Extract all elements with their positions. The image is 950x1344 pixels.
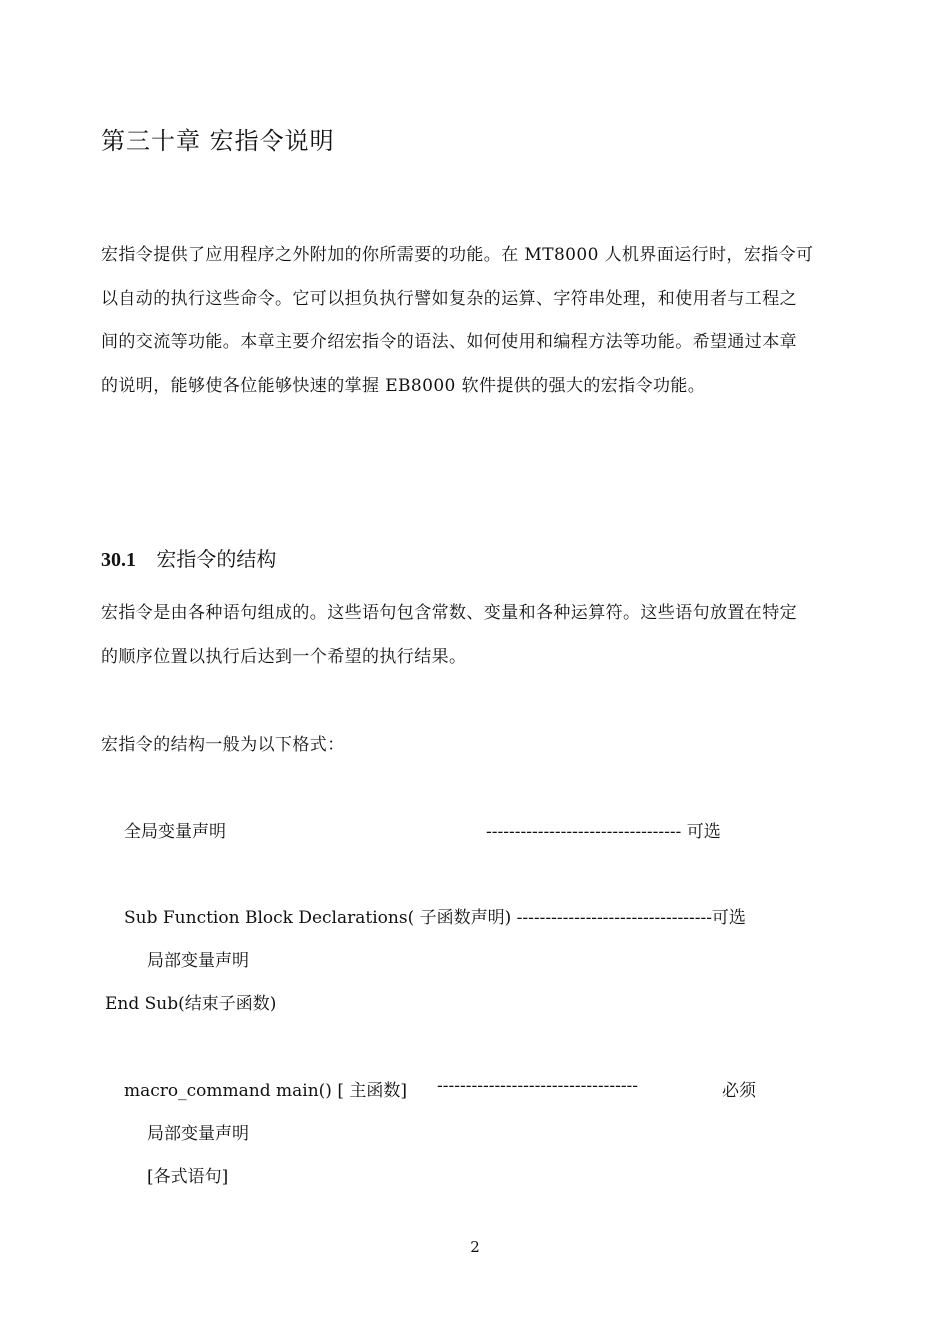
section-body-line-2: 的顺序位置以执行后达到一个希望的执行结果。 — [101, 647, 467, 667]
section-title: 宏指令的结构 — [156, 547, 277, 571]
main-local-declaration: 局部变量声明 — [147, 1124, 249, 1144]
intro-line-4: 的说明，能够使各位能够快速的掌握 EB8000 软件提供的强大的宏指令功能。 — [101, 376, 706, 396]
intro-line-1: 宏指令提供了应用程序之外附加的你所需要的功能。在 MT8000 人机界面运行时，宏指令可 — [101, 245, 814, 265]
intro-line-2: 以自动的执行这些命令。它可以担负执行譬如复杂的运算、字符串处理，和使用者与工程之 — [101, 289, 797, 309]
section-heading — [101, 543, 276, 572]
global-optional: ---------------------------------- 可选 — [486, 822, 721, 842]
end-sub: End Sub(结束子函数) — [105, 994, 277, 1014]
main-required: 必须 — [722, 1081, 756, 1101]
main-dashes: ----------------------------------- — [437, 1076, 639, 1096]
intro-line-3: 间的交流等功能。本章主要介绍宏指令的语法、如何使用和编程方法等功能。希望通过本章 — [101, 332, 797, 352]
sub-function-declaration: Sub Function Block Declarations( 子函数声明) ----------------------------------可选 — [124, 908, 746, 928]
main-statements: [各式语句] — [147, 1167, 229, 1187]
main-function-declaration: macro_command main() [ 主函数] — [124, 1081, 407, 1101]
page-number: 2 — [470, 1238, 480, 1256]
global-declaration: 全局变量声明 — [124, 822, 226, 842]
chapter-title: 第三十章 宏指令说明 — [101, 127, 335, 155]
section-body-line-1: 宏指令是由各种语句组成的。这些语句包含常数、变量和各种运算符。这些语句放置在特定 — [101, 603, 797, 623]
sub-local-declaration: 局部变量声明 — [147, 951, 249, 971]
structure-intro: 宏指令的结构一般为以下格式： — [101, 735, 345, 755]
section-number: 30.1 — [101, 549, 136, 571]
